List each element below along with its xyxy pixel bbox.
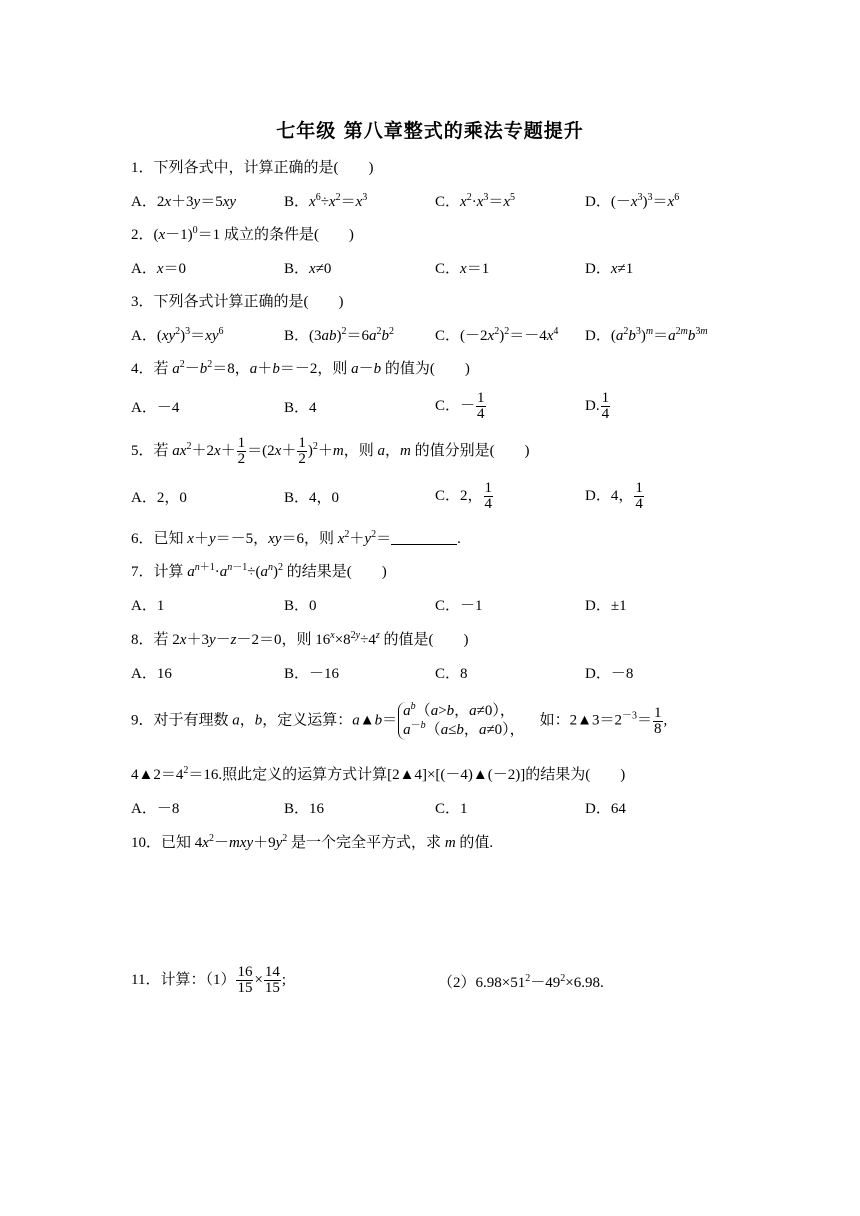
question-3-option-d: D．$(a^2b^3)^m=a^{2m}b^{3m}$	[585, 326, 708, 344]
question-4-stem: 4．若 $a^2-b^2=8$，a＋b＝－2，则 a－b 的值为( )	[131, 359, 470, 377]
question-8-stem-tail: 的值是( )	[383, 632, 469, 648]
piecewise-definition: $a^b(a>b$，a≠0）， $a^{-b}(a\le b$，a≠0），	[398, 702, 525, 740]
question-9-option-d: D．64	[585, 801, 626, 817]
question-9-stem: 9．对于有理数 a，b，定义运算：a▲b＝ $a^b(a>b$，a≠0）， $a^{-b}(a\le b$，a≠0）， 如：$2▲3=2^{-3}=$ $\frac{1}{8}$ ,	[131, 701, 668, 738]
question-4-option-c: C．－ $\frac{1}{4}$	[435, 390, 485, 422]
question-6-stem: 6．已知 x＋y＝－5，xy＝6，则 $x^2+y^2=$ .	[131, 529, 461, 547]
page-title: 七年级 第八章整式的乘法专题提升	[276, 120, 584, 142]
question-5-stem: 5．若 $ax^2+2x+$ $\frac{1}{2}$ ＝(2x＋ $\frac{1}{2}$ )$^2$＋m，则 a，m 的值分别是( )	[131, 435, 530, 467]
question-2-option-c: C．x＝1	[435, 261, 490, 277]
question-9-stem-head: 9．对于有理数	[131, 712, 233, 729]
question-4-option-a: A．－4	[131, 400, 180, 416]
question-1-option-d: D．$(-x^3)^3=x^6$	[585, 192, 680, 210]
question-8-option-d: D．－8	[585, 666, 634, 682]
question-7-option-b: B．0	[284, 598, 317, 614]
question-5-option-b: B．4，0	[284, 490, 340, 506]
question-10-stem: 10．已知 $4x^2-mxy+9y^2$ 是一个完全平方式，求 m 的值.	[131, 833, 494, 851]
question-7-option-a: A．1	[131, 598, 165, 614]
question-4-option-b: B．4	[284, 400, 317, 416]
question-2-stem-tail: 成立的条件是( )	[220, 227, 354, 243]
question-11-part-2: $(2)6.98\times 51^2-49^2\times 6.98$.	[438, 973, 604, 991]
question-1-option-b: B．$x^6\div x^2=x^3$	[284, 192, 368, 210]
question-9-option-c: C．1	[435, 801, 468, 817]
question-1-option-a: A．2x＋3y＝5xy	[131, 194, 237, 210]
question-9-line-2-tail: .照此定义的运算方式计算[2▲4]×[(－4)▲(－2)]的结果为( )	[218, 767, 626, 783]
question-7-option-d: D．±1	[585, 598, 627, 614]
question-4-stem-tail: 的值为( )	[384, 361, 470, 377]
question-9-option-b: B．16	[284, 801, 325, 817]
question-1-stem: 1．下列各式中，计算正确的是( )	[131, 160, 374, 176]
question-4-option-d: D. $\frac{1}{4}$	[585, 390, 610, 422]
question-8-option-c: C．8	[435, 666, 468, 682]
question-8-stem: 8．若 2x＋3y－z－2＝0，则 $16^x\times 8^{2y}\div 4^z$ 的值是( )	[131, 630, 469, 648]
question-9-option-a: A．－8	[131, 801, 180, 817]
question-2-option-d: D．x≠1	[585, 261, 634, 277]
question-2-stem: 2．$(x-1)^0=1$ 成立的条件是( )	[131, 225, 354, 243]
answer-blank[interactable]	[391, 530, 457, 545]
question-3-stem: 3．下列各式计算正确的是( )	[131, 294, 344, 310]
question-2-option-a: A．x＝0	[131, 261, 187, 277]
question-7-stem-tail: 的结果是( )	[286, 564, 387, 580]
question-9-line-2: $4▲2=4^2=16$.照此定义的运算方式计算[2▲4]×[(－4)▲(－2)]的结果为( )	[131, 765, 626, 783]
question-3-option-b: B．$(3ab)^2=6a^2b^2$	[284, 326, 395, 344]
question-5-option-d: D．4， $\frac{1}{4}$	[585, 480, 643, 512]
question-7-stem: 7．计算 $a^{n+1}\cdot a^{n-1}\div(a^n)^2$ 的结果是( )	[131, 562, 387, 580]
question-3-option-c: C．$(-2x^2)^2=-4x^4$	[435, 326, 559, 344]
question-8-option-a: A．16	[131, 666, 172, 682]
question-5-option-c: C．2， $\frac{1}{4}$	[435, 480, 493, 512]
question-8-option-b: B．－16	[284, 666, 340, 682]
question-10-stem-tail: 是一个完全平方式，求	[291, 835, 445, 851]
question-3-option-a: A．$(xy^2)^3=xy^6$	[131, 326, 224, 344]
question-7-option-c: C．－1	[435, 598, 483, 614]
question-11-label: 11．计算：（1）	[131, 971, 236, 988]
question-11-part-1: 11．计算：（1） $\frac{16}{15}$ × $\frac{14}{15}$ ;	[131, 964, 287, 996]
question-5-option-a: A．2，0	[131, 490, 187, 506]
question-1-option-c: C．$x^2\cdot x^3=x^5$	[435, 192, 516, 210]
question-5-stem-tail: 的值分别是( )	[414, 442, 530, 459]
question-2-option-b: B．x≠0	[284, 261, 332, 277]
